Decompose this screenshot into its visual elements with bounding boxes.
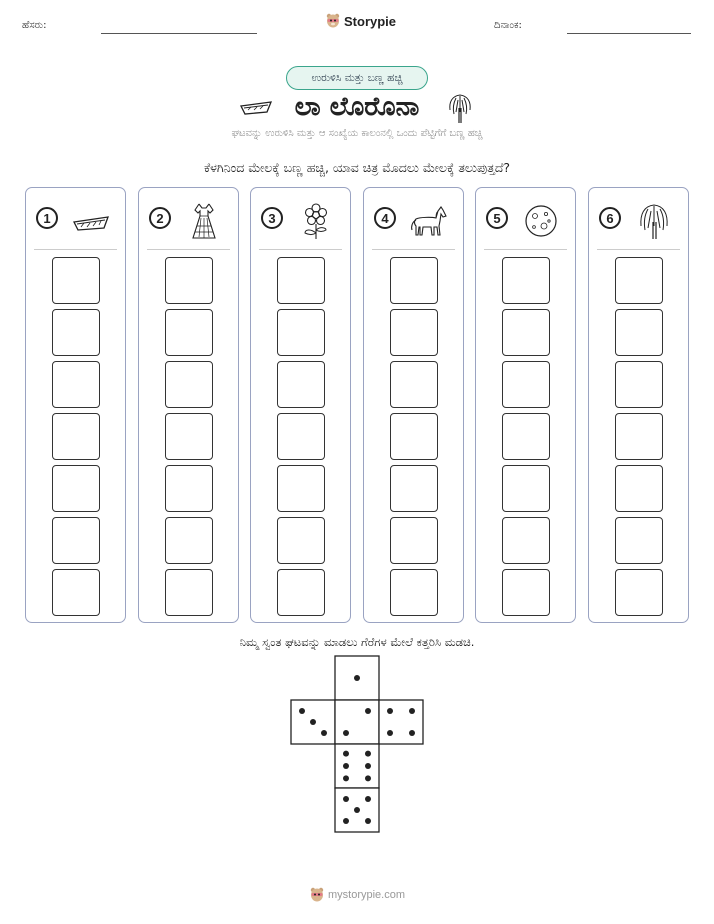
- color-box[interactable]: [502, 569, 550, 616]
- die-pip: [365, 818, 371, 824]
- column-number: 6: [599, 207, 621, 229]
- color-box[interactable]: [390, 569, 438, 616]
- column-5: [475, 187, 576, 623]
- die-pip: [365, 751, 371, 757]
- column-divider: [147, 249, 230, 250]
- color-box[interactable]: [615, 257, 663, 304]
- color-box[interactable]: [277, 413, 325, 460]
- color-box[interactable]: [502, 257, 550, 304]
- date-line[interactable]: [567, 33, 691, 34]
- color-box[interactable]: [615, 465, 663, 512]
- color-box[interactable]: [52, 413, 100, 460]
- color-box[interactable]: [615, 413, 663, 460]
- color-box[interactable]: [277, 517, 325, 564]
- color-box[interactable]: [390, 413, 438, 460]
- name-label: ಹೆಸರು:: [22, 20, 47, 31]
- date-label: ದಿನಾಂಕ:: [494, 20, 522, 31]
- flower-icon: [295, 202, 337, 240]
- color-box[interactable]: [165, 309, 213, 356]
- brand-name: Storypie: [344, 13, 397, 29]
- die-pip: [343, 763, 349, 769]
- color-box[interactable]: [277, 465, 325, 512]
- die-pip: [387, 708, 393, 714]
- die-pip: [365, 796, 371, 802]
- storypie-mascot-icon: [326, 13, 340, 29]
- die-pip: [365, 775, 371, 781]
- color-box[interactable]: [277, 361, 325, 408]
- color-box[interactable]: [52, 361, 100, 408]
- die-pip: [343, 818, 349, 824]
- die-pip: [343, 796, 349, 802]
- die-face-4: [379, 700, 423, 744]
- color-box[interactable]: [615, 517, 663, 564]
- color-box[interactable]: [165, 257, 213, 304]
- storypie-mascot-icon: [310, 887, 324, 903]
- moon-icon: [520, 202, 562, 240]
- color-box[interactable]: [52, 465, 100, 512]
- column-number: 3: [261, 207, 283, 229]
- die-pip: [354, 807, 360, 813]
- column-number: 5: [486, 207, 508, 229]
- color-box[interactable]: [277, 257, 325, 304]
- column-2: [138, 187, 239, 623]
- boat-icon: [70, 202, 112, 240]
- horse-icon: [408, 202, 450, 240]
- die-face-2: [335, 700, 379, 744]
- color-box[interactable]: [615, 361, 663, 408]
- color-box[interactable]: [390, 257, 438, 304]
- activity-tag: ಉರುಳಿಸಿ ಮತ್ತು ಬಣ್ಣ ಹಚ್ಚಿ: [286, 66, 428, 90]
- page-title: ಲಾ ಲೊರೊನಾ: [294, 92, 420, 122]
- column-divider: [597, 249, 680, 250]
- color-box[interactable]: [390, 517, 438, 564]
- column-header: [139, 202, 238, 238]
- die-pip: [299, 708, 305, 714]
- die-pip: [365, 708, 371, 714]
- column-header: [364, 202, 463, 238]
- color-box[interactable]: [502, 517, 550, 564]
- dress-icon: [183, 202, 225, 240]
- die-pip: [343, 775, 349, 781]
- footer-url: mystorypie.com: [328, 889, 406, 901]
- column-divider: [484, 249, 567, 250]
- color-box[interactable]: [52, 309, 100, 356]
- color-box[interactable]: [502, 465, 550, 512]
- column-3: [250, 187, 351, 623]
- column-divider: [372, 249, 455, 250]
- willow-tree-icon: [633, 202, 675, 240]
- color-box[interactable]: [165, 361, 213, 408]
- die-face-6: [335, 744, 379, 788]
- die-pip: [365, 763, 371, 769]
- color-box[interactable]: [52, 569, 100, 616]
- die-face-5: [335, 788, 379, 832]
- die-pip: [321, 730, 327, 736]
- die-pip: [409, 730, 415, 736]
- die-pip: [310, 719, 316, 725]
- die-pip: [354, 675, 360, 681]
- die-pip: [387, 730, 393, 736]
- die-pip: [409, 708, 415, 714]
- color-box[interactable]: [52, 257, 100, 304]
- color-box[interactable]: [390, 465, 438, 512]
- color-box[interactable]: [277, 569, 325, 616]
- column-number: 4: [374, 207, 396, 229]
- color-box[interactable]: [615, 309, 663, 356]
- column-header: [26, 202, 125, 238]
- die-instruction: ನಿಮ್ಮ ಸ್ವಂತ ಘಟವನ್ನು ಮಾಡಲು ಗೆರೆಗಳ ಮೇಲೆ ಕತ್ತರಿಸಿ ಮಡಚಿ.: [239, 635, 475, 649]
- die-face-1: [335, 656, 379, 700]
- column-divider: [34, 249, 117, 250]
- column-divider: [259, 249, 342, 250]
- color-box[interactable]: [502, 413, 550, 460]
- question-text: ಕೆಳಗಿನಿಂದ ಮೇಲಕ್ಕೆ ಬಣ್ಣ ಹಚ್ಚಿ, ಯಾವ ಚಿತ್ರ ಮೊದಲು ಮೇಲಕ್ಕೆ ತಲುಪುತ್ತದೆ?: [203, 160, 511, 175]
- color-box[interactable]: [52, 517, 100, 564]
- column-number: 2: [149, 207, 171, 229]
- column-header: [476, 202, 575, 238]
- die-face-3: [291, 700, 335, 744]
- color-box[interactable]: [277, 309, 325, 356]
- column-1: [25, 187, 126, 623]
- brand-logo: [326, 13, 396, 29]
- color-box[interactable]: [615, 569, 663, 616]
- name-line[interactable]: [101, 33, 257, 34]
- column-6: [588, 187, 689, 623]
- footer: [310, 887, 405, 903]
- column-header: [251, 202, 350, 238]
- willow-tree-icon: [446, 92, 474, 124]
- die-pip: [343, 730, 349, 736]
- color-box[interactable]: [502, 309, 550, 356]
- color-box[interactable]: [502, 361, 550, 408]
- color-box[interactable]: [165, 465, 213, 512]
- color-box[interactable]: [390, 361, 438, 408]
- subtitle: ಘಟವನ್ನು ಉರುಳಿಸಿ ಮತ್ತು ಆ ಸಂಖ್ಯೆಯ ಕಾಲಂನಲ್ಲಿ ಒಂದು ಪೆಟ್ಟಿಗೆಗೆ ಬಣ್ಣ ಹಚ್ಚಿ: [231, 128, 483, 139]
- column-header: [589, 202, 688, 238]
- die-pip: [343, 751, 349, 757]
- column-4: [363, 187, 464, 623]
- color-box[interactable]: [165, 569, 213, 616]
- color-box[interactable]: [390, 309, 438, 356]
- color-box[interactable]: [165, 413, 213, 460]
- column-number: 1: [36, 207, 58, 229]
- color-box[interactable]: [165, 517, 213, 564]
